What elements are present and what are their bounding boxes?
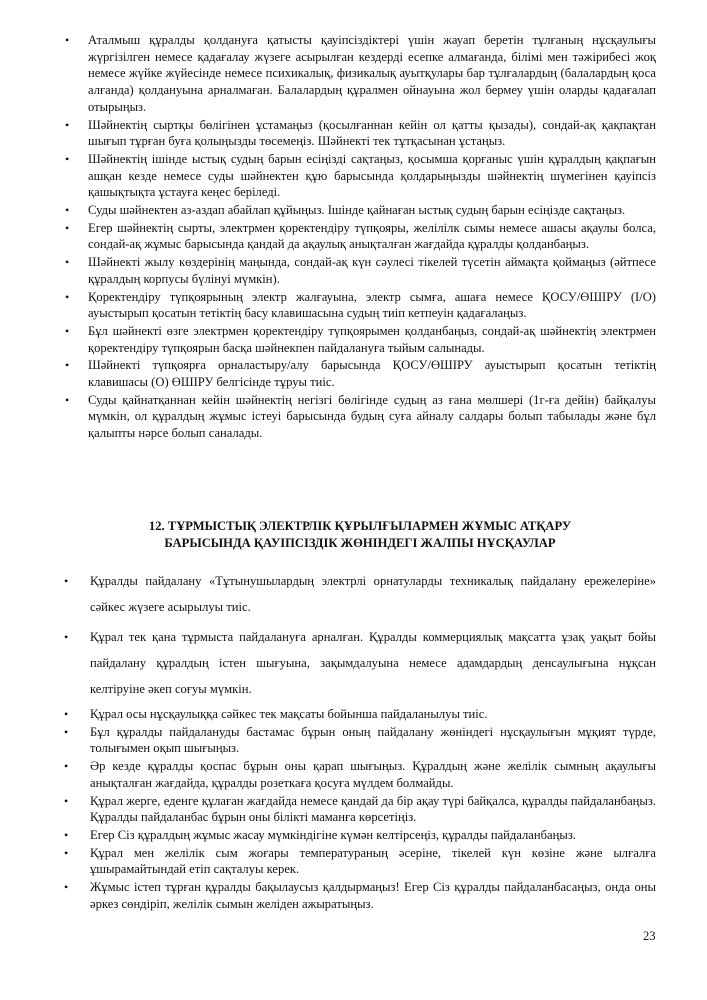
list-item-text: Құрал тек қана тұрмыста пайдалануға арналған. Құралды коммерциялық мақсатта ұзақ уақыт бойы пайдалану құралдың істен шығуына, зақымдалуына немесе адамдардың денсаулығына нұқсан келтіруіне әкеп соғуы мүмкін.: [90, 630, 656, 696]
list-item: [64, 793, 656, 826]
page-number: 23: [643, 929, 656, 943]
bullet: •: [64, 724, 69, 739]
list-item-text: Бұл құралды пайдалануды бастамас бұрын оның пайдалану жөніндегі нұсқаулығын мұқият түрде, толығымен оқып шығыңыз.: [90, 724, 656, 756]
list-item-text: Әр кезде құралды қоспас бұрын оны қарап шығыңыз. Құралдың және желілік сымның ақаулығы анықталған жағдайда, құралды розеткаға қосуға мүлдем болмайды.: [90, 759, 656, 790]
bullet: •: [64, 707, 69, 721]
list-item-text: Аталмыш құралды қолдануға қатысты қауіпсіздіктері үшін жауап беретін тұлғаның нұсқаулығы жүргізілген немесе қадағалау жүзеге асырылған кездерді есепке алмағанда, білімі мен тәжірибесі жоқ немесе жүйке жүйесінде немесе психикалық, физикалық ауытқулары бар тұлғалардың (балалардың қоса алғанда) қолдануына арналмаған. Балалардың құралмен ойнауына жол бермеу үшін оларды қадағалап отырыңыз.: [88, 33, 656, 114]
section-heading-line: БАРЫСЫНДА ҚАУІПСІЗДІК ЖӨНІНДЕГІ ЖАЛПЫ НҰСҚАУЛАР: [164, 536, 556, 550]
bullet: •: [64, 793, 69, 808]
list-item-text: Жұмыс істеп тұрған құралды бақылаусыз қалдырмаңыз! Егер Сіз құралды пайдаланбасаңыз, онда оны әркез сөндіріп, желілік сымын желіден ажыратыңыз.: [90, 880, 656, 911]
list-item: [64, 323, 656, 356]
bullet: •: [65, 392, 70, 407]
bullet: •: [64, 827, 69, 842]
list-item: [64, 117, 656, 150]
list-item-text: Құрал мен желілік сым жоғары температураның әсеріне, тікелей күн көзіне және ылғалға ұшырамайтындай етіп сақталуы керек.: [90, 845, 656, 877]
bullet: •: [65, 255, 70, 270]
list-item-text: Суды қайнатқаннан кейін шәйнектің негізгі бөлігінде судың аз ғана мөлшері (1г-ға дейін) байқалуы мүмкін, ол құралдың жұмыс істеуі барысында будың суға айналу салдары болып табылады және бұл қалыпты нәрсе болып саналады.: [88, 392, 656, 441]
bullet: •: [64, 845, 69, 860]
bullet: •: [65, 220, 70, 235]
list-item-text: Шәйнектің сыртқы бөлігінен ұстамаңыз (қосылғаннан кейін ол қатты қызады), сондай-ақ қақпақтан шығып тұрған буға қолыңызды төсемеңіз. Шәйнекті тек тұтқасынан ұстаңыз.: [88, 117, 656, 149]
section-heading-line: 12. ТҰРМЫСТЫҚ ЭЛЕКТРЛІК ҚҰРЫЛҒЫЛАРМЕН ЖҰМЫС АТҚАРУ: [148, 519, 572, 533]
bullet: •: [65, 117, 70, 132]
bullet: •: [65, 358, 70, 373]
list-item: [64, 202, 656, 219]
list-item: [64, 758, 656, 791]
safety-list: [64, 32, 656, 443]
list-item-text: Суды шәйнектен аз-аздап абайлап құйыңыз. Ішінде қайнаған ыстық судың барын есіңізде сақтаңыз.: [88, 203, 626, 218]
list-item: [64, 357, 656, 390]
general-instructions-list: [64, 568, 656, 913]
list-item: [64, 568, 656, 620]
list-item: [64, 220, 656, 253]
bullet: •: [64, 759, 69, 774]
list-item: [64, 879, 656, 912]
bullet: •: [65, 33, 70, 47]
list-item: [64, 32, 656, 116]
section-heading: [64, 518, 656, 552]
bullet: •: [64, 630, 69, 644]
list-item: [64, 827, 656, 844]
bullet: •: [64, 574, 69, 588]
list-item: [64, 289, 656, 322]
list-item: [64, 151, 656, 201]
list-item-text: Шәйнекті түпқоярға орналастыру/алу барысында ҚОСУ/ӨШІРУ ауыстырып қосатын тетіктің клавишасы (О) ӨШІРУ белгісінде тұруы тиіс.: [88, 358, 656, 390]
list-item: [64, 392, 656, 442]
bullet: •: [64, 880, 69, 895]
list-item: [64, 624, 656, 702]
list-item: [64, 724, 656, 757]
bullet: •: [65, 203, 70, 218]
list-item-text: Шәйнекті жылу көздерінің маңында, сондай-ақ күн сәулесі тікелей түсетін аймақта қоймаңыз (әйтпесе құралдың корпусы бүлінуі мүмкін).: [88, 255, 656, 286]
list-item-text: Егер Сіз құралдың жұмыс жасау мүмкіндігіне күмән келтірсеңіз, құралды пайдаланбаңыз.: [90, 827, 576, 842]
list-item-text: Құрал жерге, еденге құлаған жағдайда немесе қандай да бір ақау түрі байқалса, құралды пайдаланбаңыз. Құралды пайдаланбас бұрын оны білікті маманға көрсетіңіз.: [90, 793, 656, 825]
list-item: [64, 254, 656, 287]
bullet: •: [65, 323, 70, 338]
list-item-text: Бұл шәйнекті өзге электрмен қоректендіру түпқоярымен қолданбаңыз, сондай-ақ шәйнектің электрмен қоректендіру түпқоярын басқа шәйнекпен пайдалануға тыйым салынады.: [88, 323, 656, 355]
list-item-text: Құралды пайдалану «Тұтынушылардың электрлі орнатуларды техникалық пайдалану ережелеріне» сәйкес жүзеге асырылуы тиіс.: [90, 574, 656, 614]
bullet: •: [65, 289, 70, 304]
list-item: [64, 845, 656, 878]
list-item: [64, 706, 656, 723]
list-item-text: Қоректендіру түпқоярының электр жалғауына, электр сымға, ашаға немесе ҚОСУ/ӨШІРУ (I/O) ауыстырып қосатын тетіктің басу клавишасына судың тиіп кетпеуін қадағалаңыз.: [88, 289, 656, 321]
list-item-text: Егер шәйнектің сырты, электрмен қоректендіру түпқояры, желілілк сымы немесе ашасы ақаулы болса, сондай-ақ жұмыс барысында қандай да ақаулық анықталған жағдайда құралды қолданбаңыз.: [88, 220, 656, 252]
list-item-text: Құрал осы нұсқаулыққа сәйкес тек мақсаты бойынша пайдаланылуы тиіс.: [90, 707, 488, 721]
bullet: •: [65, 151, 70, 166]
list-item-text: Шәйнектің ішінде ыстық судың барын есіңізді сақтаңыз, қосымша қорғаныс үшін құралдың қақпағын ашқан кезде немесе суды шәйнектен құю барысында қолдарыңызды шәйнектің шүмегінен қауіпсіз қашықтықта ұстауға кеңес беріледі.: [88, 151, 656, 200]
